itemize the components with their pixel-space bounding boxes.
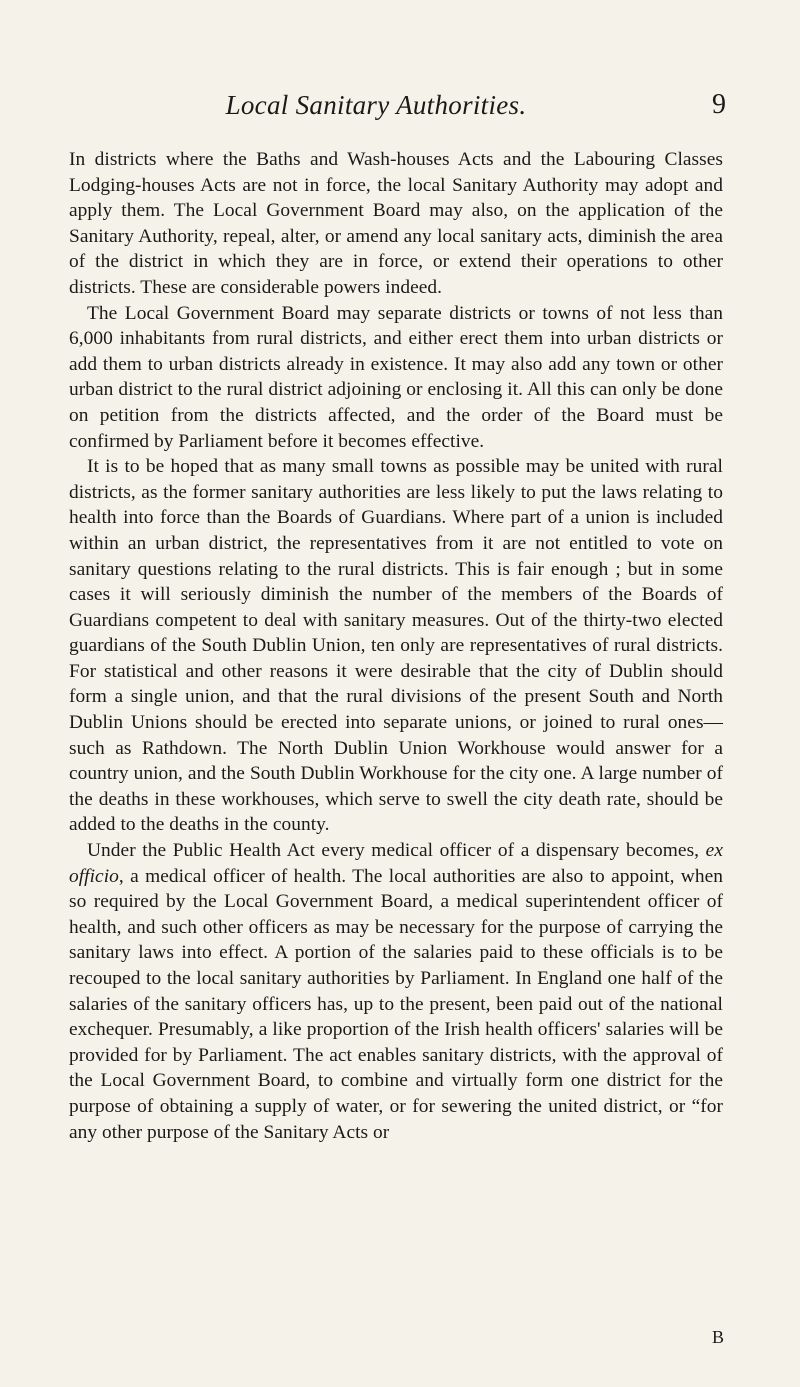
paragraph: Under the Public Health Act every medical officer of a dispensary becomes, ex officio, a medical officer of health. The local authorities are also to appoint, when so required by the Local Government Board, a medical superintendent officer of health, and such other officers as may be necessary for the purpose of carrying the sanitary laws into effect. A portion of the salaries paid to these officials is to be recouped to the local sanitary authorities by Parliament. In England one half of the salaries of the sanitary officers has, up to the present, been paid out of the national exchequer. Presumably, a like proportion of the Irish health officers' salaries will be provided for by Parliament. The act enables sanitary districts, with the approval of the Local Government Board, to combine and virtually form one district for the purpose of obtaining a supply of water, or for sewering the united district, or “for any other purpose of the Sanitary Acts or [69, 840, 723, 1143]
italic-phrase: ex officio [69, 840, 723, 887]
running-head [66, 88, 726, 128]
paragraph: It is to be hoped that as many small towns as possible may be united with rural districts, as the former sanitary authorities are less likely to put the laws relating to health into force than the Boards of Guardians. Where part of a union is included within an urban district, the representatives from it are not entitled to vote on sanitary questions relating to the rural districts. This is fair enough ; but in some cases it will seriously diminish the number of the members of the Boards of Guardians competent to deal with sanitary measures. Out of the thirty-two elected guardians of the South Dublin Union, ten only are representatives of rural districts. For statistical and other reasons it were desirable that the city of Dublin should form a single union, and that the rural divisions of the present South and North Dublin Unions should be erected into separate unions, or joined to rural ones—such as Rathdown. The North Dublin Union Workhouse would answer for a country union, and the South Dublin Workhouse for the city one. A large number of the deaths in these workhouses, which serve to swell the city death rate, should be added to the deaths in the county. [69, 456, 723, 836]
paragraph: The Local Government Board may separate districts or towns of not less than 6,000 inhabitants from rural districts, and either erect them into urban districts or add them to urban districts already in existence. It may also add any town or other urban district to the rural district adjoining or enclosing it. All this can only be done on petition from the districts affected, and the order of the Board must be confirmed by Parliament before it becomes effective. [69, 302, 723, 452]
paragraph: In districts where the Baths and Wash-houses Acts and the Labouring Classes Lodging-houses Acts are not in force, the local Sanitary Authority may adopt and apply them. The Local Government Board may also, on the application of the Sanitary Authority, repeal, alter, or amend any local sanitary acts, diminish the area of the district in which they are in force, or extend their operations to other districts. These are considerable powers indeed. [69, 149, 723, 298]
signature-mark: B [712, 1327, 725, 1347]
page-number: 9 [712, 89, 726, 120]
running-title: Local Sanitary Authorities. [225, 90, 527, 120]
body-text [69, 147, 723, 1145]
